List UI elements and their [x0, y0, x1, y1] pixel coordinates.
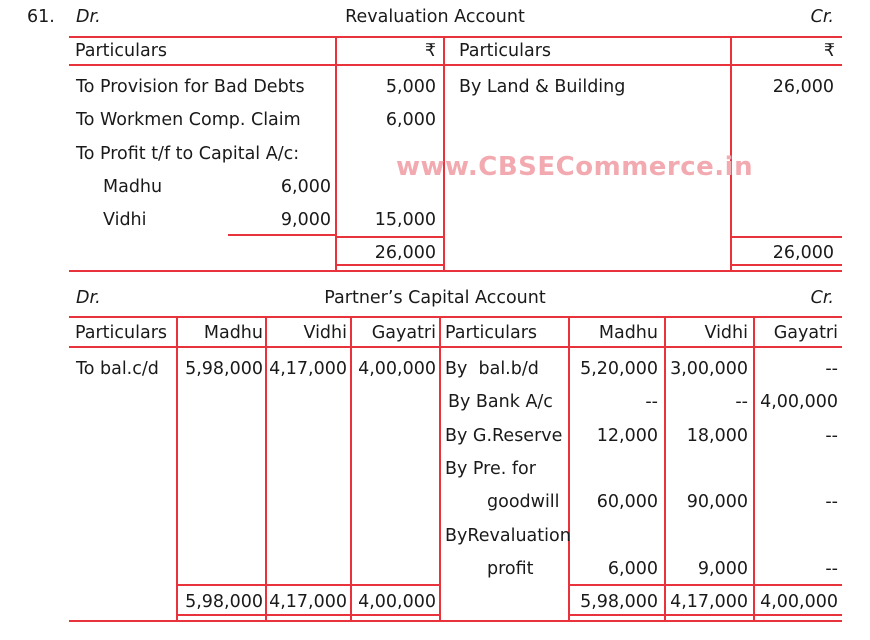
- reval-bottom-rule: [69, 270, 842, 272]
- capital-reval-madhu: 6,000: [607, 559, 658, 579]
- capital-credit-total-vidhi: 4,17,000: [670, 592, 748, 612]
- capital-reserve-madhu: 12,000: [596, 426, 658, 446]
- reval-vidhi-name: Vidhi: [103, 210, 147, 230]
- capital-goodwill-label-line1: By Pre. for: [445, 459, 536, 479]
- capital-bal-cd-gayatri: 4,00,000: [358, 359, 436, 379]
- reval-top-rule: [69, 36, 842, 38]
- capital-bottom-rule: [69, 620, 842, 622]
- capital-bal-cd-vidhi: 4,17,000: [269, 359, 347, 379]
- capital-goodwill-vidhi: 90,000: [686, 492, 748, 512]
- reval-profit-total: 15,000: [374, 210, 436, 230]
- capital-reserve-vidhi: 18,000: [686, 426, 748, 446]
- capital-bal-bd-vidhi: 3,00,000: [670, 359, 748, 379]
- capital-bank-label: By Bank A/c: [448, 392, 553, 412]
- reval-cr-label: Cr.: [810, 7, 834, 27]
- capital-debit-total-gayatri: 4,00,000: [358, 592, 436, 612]
- capital-debit-total-madhu: 5,98,000: [185, 592, 263, 612]
- capital-divider-5: [568, 316, 570, 621]
- capital-vidhi-header-left: Vidhi: [303, 323, 347, 343]
- reval-rupee-header-left: ₹: [424, 41, 436, 61]
- capital-vidhi-header-right: Vidhi: [704, 323, 748, 343]
- capital-reval-label-line1: ByRevaluation: [445, 526, 571, 546]
- capital-bal-bd-gayatri: --: [825, 359, 838, 379]
- capital-bal-cd-madhu: 5,98,000: [185, 359, 263, 379]
- capital-divider-2: [265, 316, 267, 621]
- reval-madhu-name: Madhu: [103, 177, 163, 197]
- capital-bal-bd-madhu: 5,20,000: [580, 359, 658, 379]
- capital-divider-7: [753, 316, 755, 621]
- capital-credit-total-gayatri: 4,00,000: [760, 592, 838, 612]
- capital-divider-4: [439, 316, 441, 621]
- reval-total-rule-right: [730, 236, 842, 238]
- capital-goodwill-label-line2: goodwill: [487, 492, 560, 512]
- capital-gayatri-header-right: Gayatri: [773, 323, 838, 343]
- reval-madhu-amount: 6,000: [280, 177, 331, 197]
- capital-divider-6: [664, 316, 666, 621]
- capital-bank-vidhi: --: [735, 392, 748, 412]
- reval-total-double-left: [335, 264, 445, 266]
- reval-bad-debts-label: To Provision for Bad Debts: [76, 77, 305, 97]
- capital-cr-label: Cr.: [810, 288, 834, 308]
- reval-workmen-amount: 6,000: [385, 110, 436, 130]
- reval-header-rule: [69, 64, 842, 66]
- reval-total-double-right: [730, 264, 842, 266]
- capital-dr-label: Dr.: [76, 288, 101, 308]
- capital-bank-madhu: --: [645, 392, 658, 412]
- capital-total-rule-left: [176, 584, 441, 586]
- reval-bad-debts-amount: 5,000: [385, 77, 436, 97]
- reval-rupee-header-right: ₹: [823, 41, 835, 61]
- reval-particulars-header-left: Particulars: [75, 41, 168, 61]
- capital-bal-cd-label: To bal.c/d: [76, 359, 159, 379]
- capital-goodwill-gayatri: --: [825, 492, 838, 512]
- reval-land-amount: 26,000: [772, 77, 834, 97]
- capital-debit-total-vidhi: 4,17,000: [269, 592, 347, 612]
- capital-title: Partner’s Capital Account: [324, 288, 546, 308]
- reval-particulars-header-right: Particulars: [459, 41, 552, 61]
- question-number: 61.: [27, 7, 55, 27]
- capital-credit-total-madhu: 5,98,000: [580, 592, 658, 612]
- reval-vidhi-amount: 9,000: [280, 210, 331, 230]
- watermark: www.CBSECommerce.in: [396, 152, 754, 182]
- reval-total-rule-left: [335, 236, 445, 238]
- capital-total-double-left: [176, 614, 441, 616]
- capital-particulars-header-left: Particulars: [75, 323, 168, 343]
- reval-land-label: By Land & Building: [459, 77, 626, 97]
- reval-workmen-label: To Workmen Comp. Claim: [76, 110, 301, 130]
- reval-credit-total: 26,000: [772, 243, 834, 263]
- reval-debit-total: 26,000: [374, 243, 436, 263]
- capital-reval-label-line2: profit: [487, 559, 534, 579]
- capital-gayatri-header-left: Gayatri: [371, 323, 436, 343]
- capital-reval-vidhi: 9,000: [697, 559, 748, 579]
- capital-divider-3: [350, 316, 352, 621]
- capital-total-rule-right: [568, 584, 842, 586]
- reval-profit-label: To Profit t/f to Capital A/c:: [76, 144, 300, 164]
- reval-dr-label: Dr.: [76, 7, 101, 27]
- capital-divider-1: [176, 316, 178, 621]
- capital-particulars-header-right: Particulars: [445, 323, 538, 343]
- capital-reserve-gayatri: --: [825, 426, 838, 446]
- capital-top-rule: [69, 316, 842, 318]
- capital-bank-gayatri: 4,00,000: [760, 392, 838, 412]
- reval-subtotal-rule: [228, 234, 337, 236]
- capital-madhu-header-left: Madhu: [203, 323, 263, 343]
- reval-title: Revaluation Account: [345, 7, 525, 27]
- capital-madhu-header-right: Madhu: [598, 323, 658, 343]
- capital-header-rule: [69, 346, 842, 348]
- capital-reserve-label: By G.Reserve: [445, 426, 563, 446]
- capital-goodwill-madhu: 60,000: [596, 492, 658, 512]
- capital-bal-bd-label: By bal.b/d: [445, 359, 539, 379]
- capital-reval-gayatri: --: [825, 559, 838, 579]
- capital-total-double-right: [568, 614, 842, 616]
